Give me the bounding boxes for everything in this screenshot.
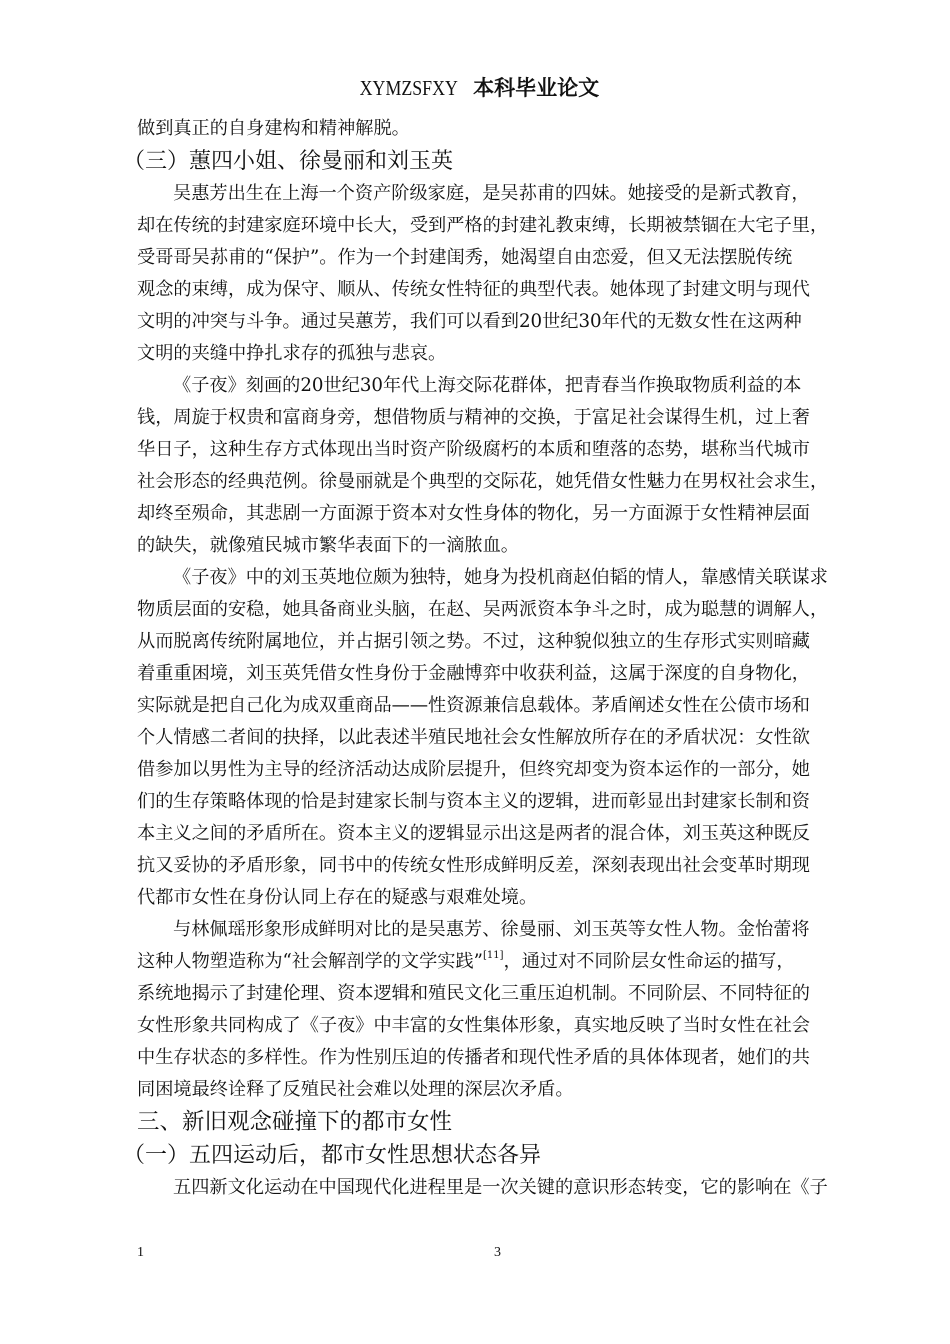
section-heading: 三、新旧观念碰撞下的都市女性 [137,1109,453,1135]
text-line: 做到真正的自身建构和精神解脱。 [137,118,410,139]
text-line: 女性形象共同构成了《子夜》中丰富的女性集体形象，真实地反映了当时女性在社会 [137,1015,810,1036]
text-line: 抗又妥协的矛盾形象，同书中的传统女性形成鲜明反差，深刻表现出社会变革时期现 [137,855,810,876]
text-line: 个人情感二者间的抉择，以此表述半殖民地社会女性解放所存在的矛盾状况：女性欲 [137,727,810,748]
paragraph [137,178,872,370]
header-code: XYMZSFXY [359,76,458,100]
text-line: 却在传统的封建家庭环境中长大，受到严格的封建礼教束缚，长期被禁锢在大宅子里， [137,215,829,236]
paragraph [137,562,872,914]
paragraph [137,113,872,145]
text-line: 实际就是把自己化为成双重商品——性资源兼信息载体。茅盾阐述女性在公债市场和 [137,695,810,716]
text-line: 《子夜》中的刘玉英地位颇为独特，她身为投机商赵伯韬的情人，靠感情关联谋求 [173,567,828,588]
citation-reference: [11] [482,950,504,961]
text-line: 社会形态的经典范例。徐曼丽就是个典型的交际花，她凭借女性魅力在男权社会求生， [137,471,829,492]
document-body [123,113,872,1204]
text-line: 代都市女性在身份认同上存在的疑惑与艰难处境。 [137,887,538,908]
text-segment: 这种人物塑造称为“社会解剖学的文学实践” [137,951,483,972]
text-line: 与林佩瑶形象形成鲜明对比的是吴惠芳、徐曼丽、刘玉英等女性人物。金怡蕾将 [173,919,810,940]
paragraph [137,914,872,1106]
text-line: 物质层面的安稳，她具备商业头脑，在赵、吴两派资本争斗之时，成为聪慧的调解人， [137,599,829,620]
text-line: 着重重困境，刘玉英凭借女性身份于金融博弈中收获利益，这属于深度的自身物化， [137,663,810,684]
text-line: 却终至殒命，其悲剧一方面源于资本对女性身体的物化，另一方面源于女性精神层面 [137,503,810,524]
text-line: 们的生存策略体现的恰是封建家长制与资本主义的逻辑，进而彰显出封建家长制和资 [137,791,810,812]
text-line: 从而脱离传统附属地位，并占据引领之势。不过，这种貌似独立的生存形式实则暗藏 [137,631,810,652]
header-title: 本科毕业论文 [473,76,600,100]
document-header [0,72,950,102]
text-line: 中生存状态的多样性。作为性别压迫的传播者和现代性矛盾的具体体现者，她们的共 [137,1047,810,1068]
text-line: 《子夜》刻画的20世纪30年代上海交际花群体，把青春当作换取物质利益的本 [173,375,802,396]
page-number: 3 [494,1245,501,1260]
text-line: 钱，周旋于权贵和富商身旁，想借物质与精神的交换，于富足社会谋得生机，过上奢 [137,407,810,428]
text-line: 借参加以男性为主导的经济活动达成阶层提升，但终究却变为资本运作的一部分，她 [137,759,810,780]
text-line: 观念的束缚，成为保守、顺从、传统女性特征的典型代表。她体现了封建文明与现代 [137,279,810,300]
footer-left-number: 1 [137,1245,144,1260]
subsection-heading: （三）蕙四小姐、徐曼丽和刘玉英 [123,149,454,174]
text-line: 受哥哥吴荪甫的“保护”。作为一个封建闺秀，她渴望自由恋爱，但又无法摆脱传统 [137,247,793,268]
text-segment: ，通过对不同阶层女性命运的描写， [503,951,795,972]
text-line: 华日子，这种生存方式体现出当时资产阶级腐朽的本质和堕落的态势，堪称当代城市 [137,439,810,460]
text-line: 同困境最终诠释了反殖民社会难以处理的深层次矛盾。 [137,1079,574,1100]
subsection-heading: （一）五四运动后，都市女性思想状态各异 [123,1143,542,1168]
paragraph [137,1172,872,1204]
text-line: 文明的冲突与斗争。通过吴蕙芳，我们可以看到20世纪30年代的无数女性在这两种 [137,311,802,332]
text-line: 五四新文化运动在中国现代化进程里是一次关键的意识形态转变，它的影响在《子 [173,1177,828,1198]
text-line: 本主义之间的矛盾所在。资本主义的逻辑显示出这是两者的混合体，刘玉英这种既反 [137,823,810,844]
paragraph [137,370,872,562]
text-line [137,946,872,978]
text-line: 系统地揭示了封建伦理、资本逻辑和殖民文化三重压迫机制。不同阶层、不同特征的 [137,983,810,1004]
text-line: 的缺失，就像殖民城市繁华表面下的一滴脓血。 [137,535,519,556]
text-line: 文明的夹缝中挣扎求存的孤独与悲哀。 [137,343,447,364]
text-line: 吴惠芳出生在上海一个资产阶级家庭，是吴荪甫的四妹。她接受的是新式教育， [173,183,810,204]
